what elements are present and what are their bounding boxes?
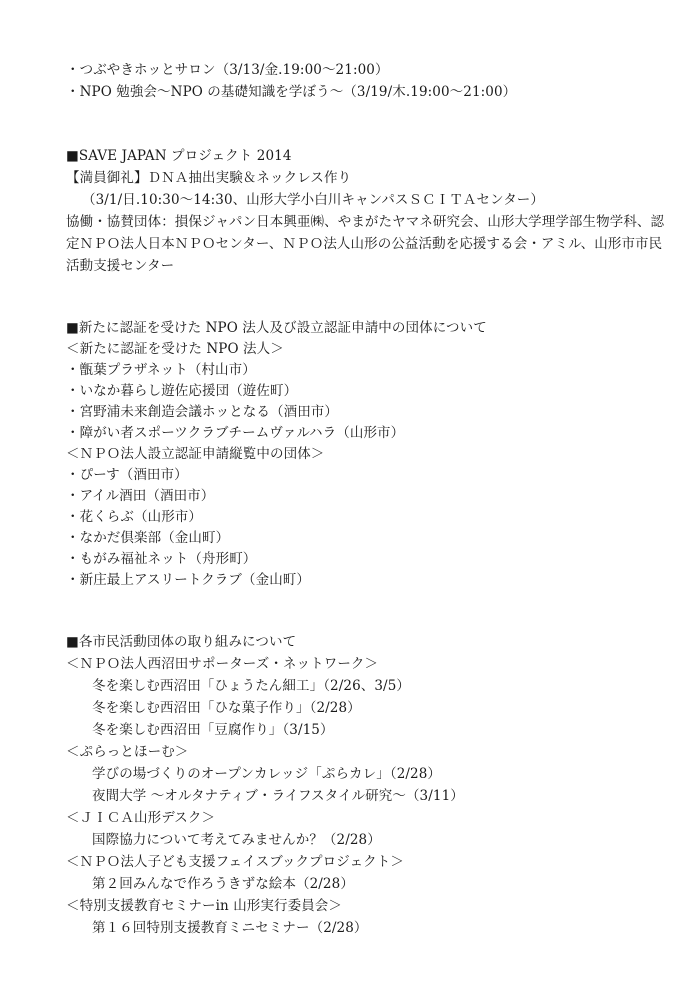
list-item: ・花くらぶ（山形市）: [66, 509, 202, 525]
partners-line: 協働・協賛団体：損保ジャパン日本興亜㈱、やまがたヤマネ研究会、山形大学理学部生物学科、認: [66, 214, 665, 230]
list-item: ・ぴーす（酒田市）: [66, 467, 188, 483]
group-name: ＜ＮＰＯ法人西沼田サポーターズ・ネットワーク＞: [66, 656, 379, 672]
subsection-label: ＜新たに認証を受けた NPO 法人＞: [66, 341, 284, 357]
group-event: 学びの場づくりのオープンカレッジ「ぷらカレ」（2/28）: [92, 766, 442, 782]
list-item: ・いなか暮らし遊佐応援団（遊佐町）: [66, 383, 298, 399]
event-title: 【満員御礼】ＤＮＡ抽出実験＆ネックレス作り: [66, 170, 352, 186]
group-event: 第２回みんなで作ろうきずな絵本（2/28）: [92, 876, 354, 892]
group-event: 冬を楽しむ西沼田「ひな菓子作り」（2/28）: [92, 700, 361, 716]
group-event: 第１６回特別支援教育ミニセミナー（2/28）: [92, 920, 368, 936]
event-item: ・NPO 勉強会～NPO の基礎知識を学ぼう～（3/19/木.19:00～21:00）: [66, 84, 517, 100]
list-item: ・なかだ倶楽部（金山町）: [66, 530, 230, 546]
list-item: ・甑葉プラザネット（村山市）: [66, 362, 256, 378]
list-item: ・宮野浦未来創造会議ホッとなる（酒田市）: [66, 404, 338, 420]
subsection-label: ＜ＮＰＯ法人設立認証申請縦覧中の団体＞: [66, 446, 325, 462]
group-name: ＜特別支援教育セミナーin 山形実行委員会＞: [66, 898, 343, 914]
event-detail: （3/1/日.10:30～14:30、山形大学小白川キャンパスＳＣＩＴＡセンター）: [82, 192, 544, 208]
section-heading-certified: ■新たに認証を受けた NPO 法人及び設立認証申請中の団体について: [66, 320, 487, 336]
list-item: ・アイル酒田（酒田市）: [66, 488, 215, 504]
section-heading-activities: ■各市民活動団体の取り組みについて: [66, 634, 297, 650]
group-event: 国際協力について考えてみませんか？（2/28）: [92, 832, 381, 848]
group-event: 冬を楽しむ西沼田「ひょうたん細工」（2/26、3/5）: [92, 678, 410, 694]
list-item: ・新庄最上アスリートクラブ（金山町）: [66, 572, 310, 588]
event-item: ・つぶやきホッとサロン（3/13/金.19:00～21:00）: [66, 62, 389, 78]
section-heading-save-japan: ■SAVE JAPAN プロジェクト 2014: [66, 148, 292, 164]
group-event: 夜間大学 ～オルタナティブ・ライフスタイル研究～（3/11）: [92, 788, 464, 804]
group-name: ＜ＪＩＣＡ山形デスク＞: [66, 810, 216, 826]
list-item: ・障がい者スポーツクラブチームヴァルハラ（山形市）: [66, 425, 405, 441]
partners-line: 活動支援センター: [66, 258, 175, 274]
group-name: ＜ぷらっとほーむ＞: [66, 744, 189, 760]
partners-line: 定ＮＰＯ法人日本ＮＰＯセンター、ＮＰＯ法人山形の公益活動を応援する会・アミル、山形市市民: [66, 236, 663, 252]
group-event: 冬を楽しむ西沼田「豆腐作り」（3/15）: [92, 722, 334, 738]
group-name: ＜ＮＰＯ法人子ども支援フェイスブックプロジェクト＞: [66, 854, 404, 870]
list-item: ・もがみ福祉ネット（舟形町）: [66, 551, 257, 567]
